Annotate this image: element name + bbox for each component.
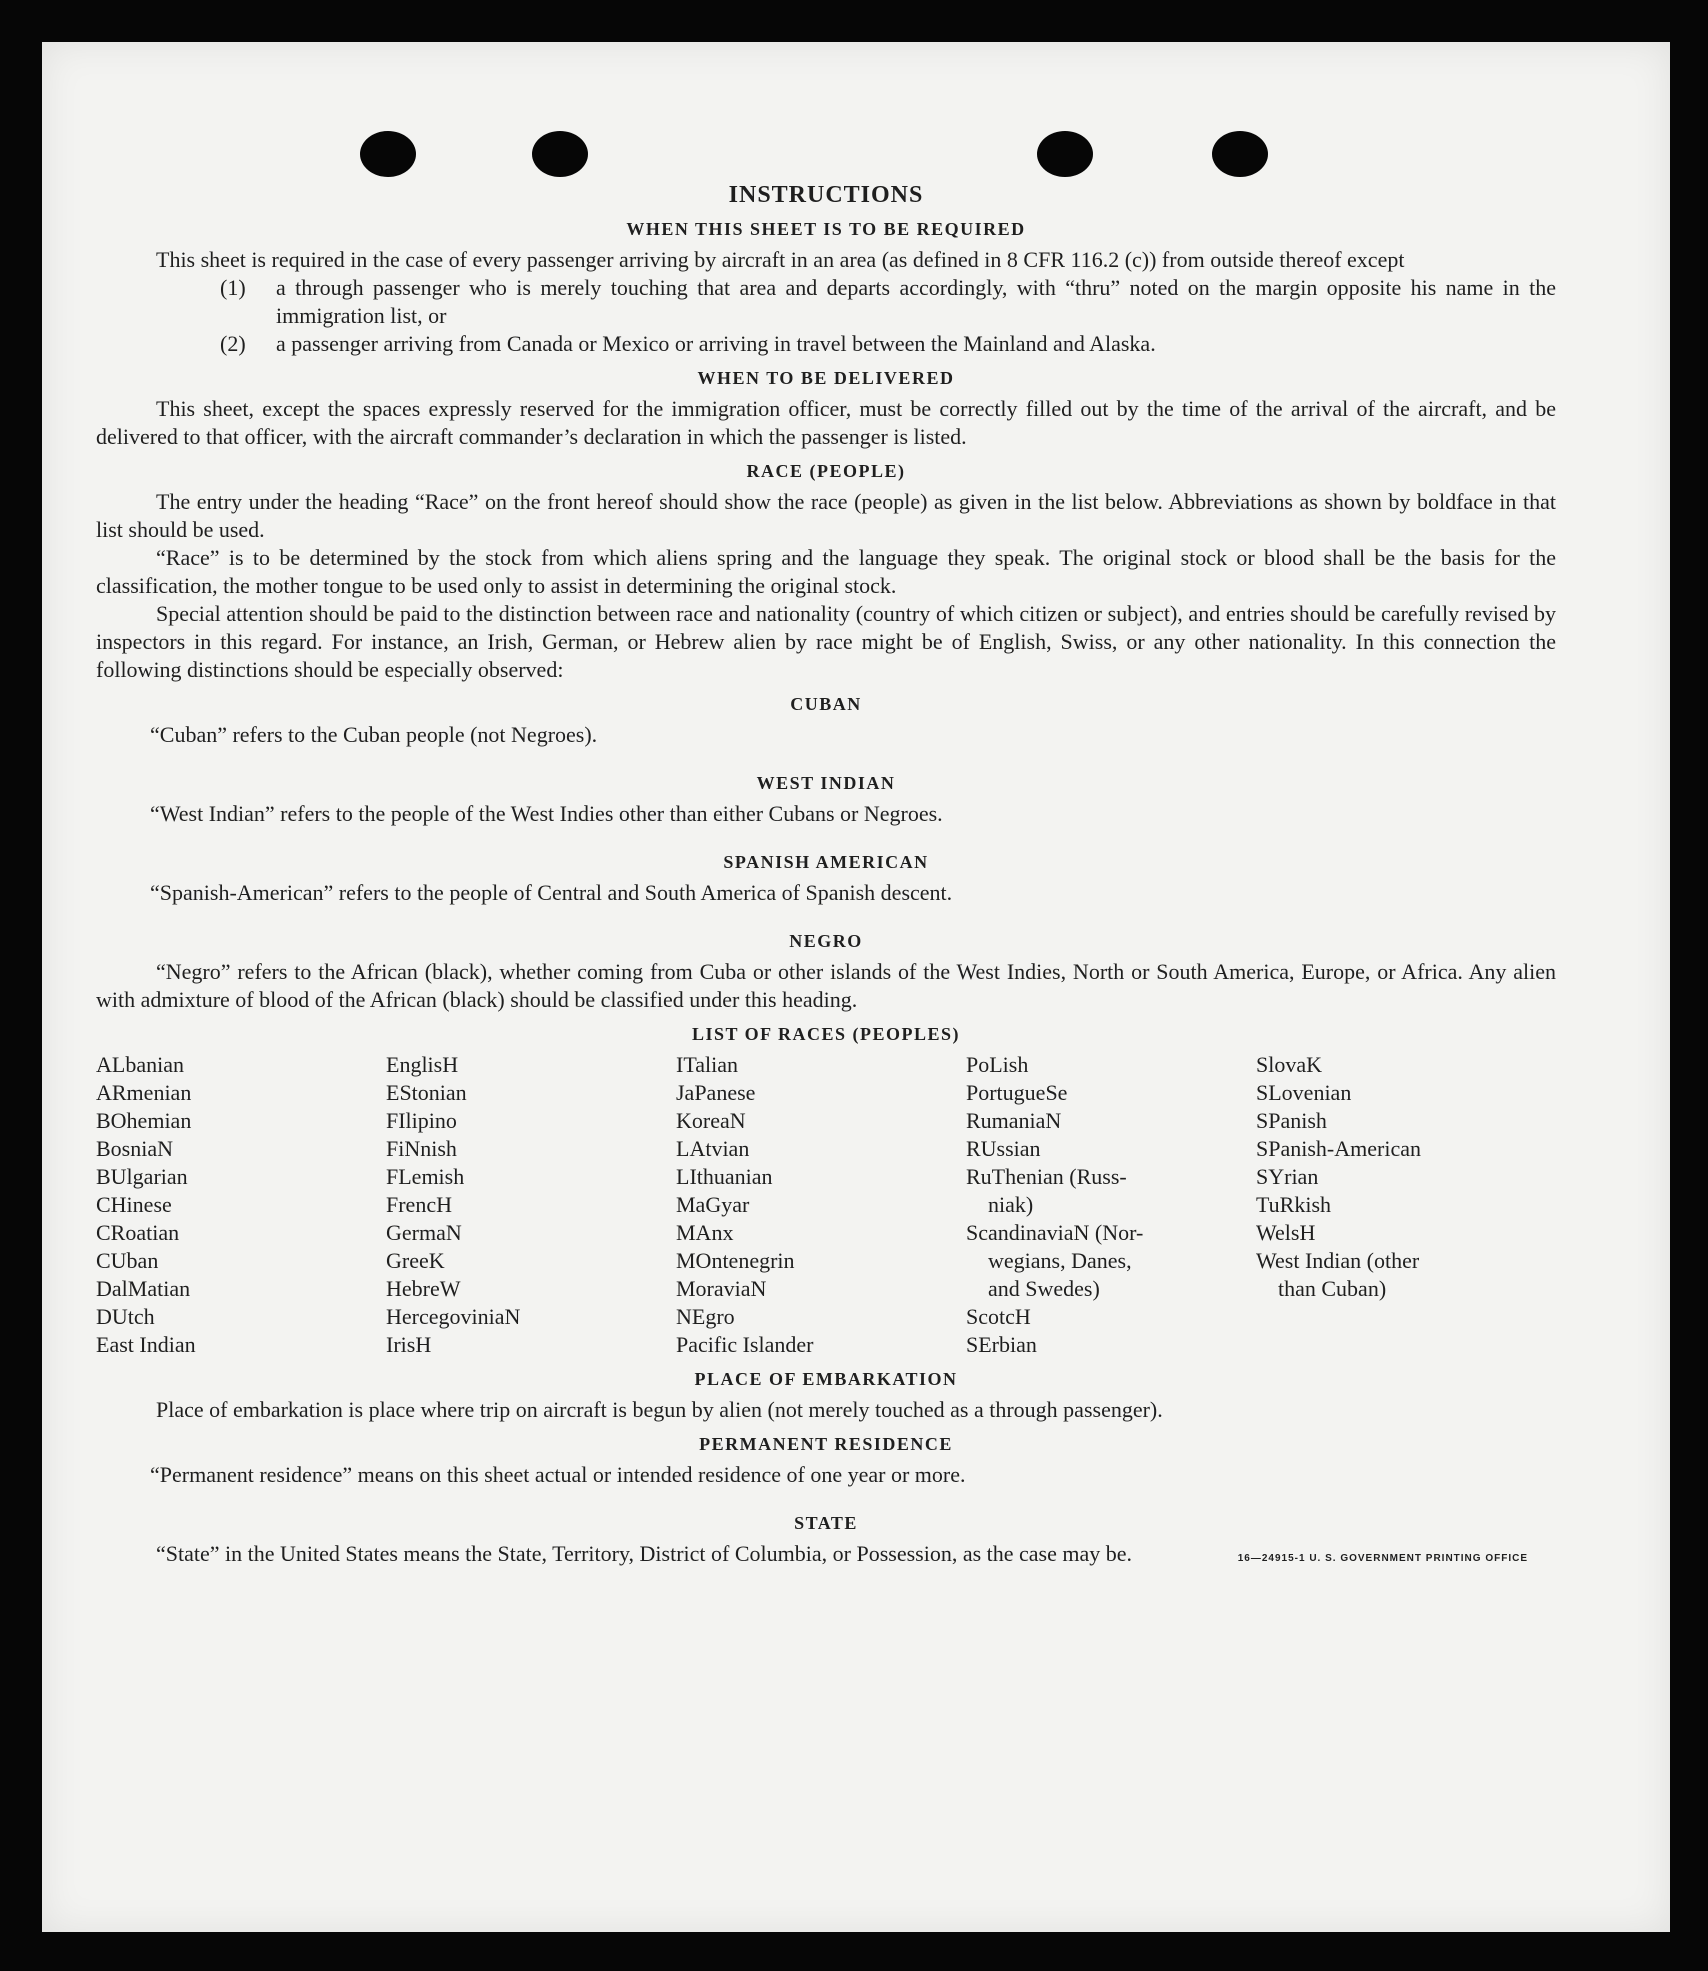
item-text: a passenger arriving from Canada or Mexico or arriving in travel between the Mainland and Alaska.: [276, 331, 1156, 356]
race-entry: FIlipino: [386, 1108, 457, 1133]
race-entry: DalMatian: [96, 1276, 191, 1301]
race-entry: MOntenegrin: [676, 1248, 795, 1273]
race-paragraph-2: “Race” is to be determined by the stock from which aliens spring and the language they speak. The original stock or blood shall be the basis for the classification, the mother tongue to be used only to assist in determining the original stock.: [96, 545, 1556, 598]
race-entry: FrencH: [386, 1192, 452, 1217]
race-entry: TuRkish: [1256, 1192, 1332, 1217]
heading-when-required: WHEN THIS SHEET IS TO BE REQUIRED: [626, 219, 1026, 239]
item-number: (2): [220, 331, 246, 356]
races-column: [1256, 1051, 1546, 1359]
races-column: [96, 1051, 386, 1359]
race-entry: WelsH: [1256, 1220, 1316, 1245]
race-entry: RuThenian (Russ-: [966, 1164, 1127, 1189]
race-paragraph-3: Special attention should be paid to the distinction between race and nationality (country of which citizen or subject), and entries should be carefully revised by inspectors in this regard. For instance, an Irish, German, or Hebrew alien by race might be of English, Swiss, or any other nationality. In this connection the following distinctions should be especially observed:: [96, 601, 1556, 682]
race-entry-continued: niak): [988, 1192, 1034, 1217]
race-entry: HebreW: [386, 1276, 461, 1301]
race-entry: MAnx: [676, 1220, 734, 1245]
race-entry: BUlgarian: [96, 1164, 188, 1189]
races-list: [96, 1051, 1556, 1359]
punch-hole: [1037, 131, 1093, 177]
race-entry: ITalian: [676, 1052, 738, 1077]
when-delivered-text: This sheet, except the spaces expressly reserved for the immigration officer, must be correctly filled out by the time of the arrival of the aircraft, and be delivered to that officer, with the aircraft commander’s declaration in which the passenger is listed.: [96, 396, 1556, 449]
race-entry: JaPanese: [676, 1080, 756, 1105]
race-entry: East Indian: [96, 1332, 196, 1357]
cuban-text: “Cuban” refers to the Cuban people (not Negroes).: [150, 722, 598, 747]
race-entry: FiNnish: [386, 1136, 457, 1161]
race-entry-continued: than Cuban): [1278, 1276, 1387, 1301]
race-entry: SYrian: [1256, 1164, 1319, 1189]
permanent-residence-text: “Permanent residence” means on this sheet actual or intended residence of one year or more.: [150, 1462, 966, 1487]
race-entry: KoreaN: [676, 1108, 746, 1133]
races-column: [966, 1051, 1256, 1359]
race-entry: MoraviaN: [676, 1276, 767, 1301]
race-entry: SLovenian: [1256, 1080, 1352, 1105]
embarkation-text: Place of embarkation is place where trip on aircraft is begun by alien (not merely touched as a through passenger).: [156, 1397, 1163, 1422]
heading-cuban: CUBAN: [790, 694, 862, 714]
race-entry: PortugueSe: [966, 1080, 1068, 1105]
race-entry: ScotcH: [966, 1304, 1031, 1329]
race-entry: LIthuanian: [676, 1164, 773, 1189]
state-text: “State” in the United States means the State, Territory, District of Columbia, or Possession, as the case may be.: [156, 1541, 1133, 1566]
race-entry: BOhemian: [96, 1108, 192, 1133]
instructions-content: [96, 182, 1556, 1568]
heading-embarkation: PLACE OF EMBARKATION: [694, 1369, 958, 1389]
race-entry: CUban: [96, 1248, 159, 1273]
race-entry: SlovaK: [1256, 1052, 1322, 1077]
races-column: [386, 1051, 676, 1359]
race-entry: SPanish-American: [1256, 1136, 1421, 1161]
west-indian-text: “West Indian” refers to the people of the West Indies other than either Cubans or Negroes.: [150, 801, 943, 826]
heading-list-of-races: LIST OF RACES (PEOPLES): [691, 1024, 961, 1044]
race-entry: ALbanian: [96, 1052, 184, 1077]
race-entry: HercegoviniaN: [386, 1304, 521, 1329]
punch-hole: [360, 131, 416, 177]
race-entry: PoLish: [966, 1052, 1029, 1077]
race-entry: West Indian (other: [1256, 1248, 1420, 1273]
heading-race: RACE (PEOPLE): [746, 461, 906, 481]
race-entry: RumaniaN: [966, 1108, 1062, 1133]
race-entry: LAtvian: [676, 1136, 750, 1161]
race-entry: CRoatian: [96, 1220, 180, 1245]
when-required-intro: This sheet is required in the case of every passenger arriving by aircraft in an area (as defined in 8 CFR 116.2 (c)) from outside thereof except: [156, 247, 1405, 272]
race-entry: RUssian: [966, 1136, 1041, 1161]
heading-when-delivered: WHEN TO BE DELIVERED: [697, 368, 955, 388]
heading-negro: NEGRO: [789, 931, 863, 951]
race-entry: ScandinaviaN (Nor-: [966, 1220, 1144, 1245]
punch-hole: [1212, 131, 1268, 177]
heading-permanent-residence: PERMANENT RESIDENCE: [699, 1434, 953, 1454]
race-entry-continued: and Swedes): [988, 1276, 1100, 1301]
race-entry: MaGyar: [676, 1192, 750, 1217]
printing-office-code: 16—24915-1 U. S. GOVERNMENT PRINTING OFFICE: [1237, 1553, 1528, 1564]
race-entry: SErbian: [966, 1332, 1037, 1357]
page-title: INSTRUCTIONS: [728, 182, 924, 208]
item-text: a through passenger who is merely touching that area and departs accordingly, with “thru” noted on the margin opposite his name in the immigration list, or: [276, 275, 1556, 328]
item-number: (1): [220, 275, 246, 300]
races-column: [676, 1051, 966, 1359]
race-entry: DUtch: [96, 1304, 155, 1329]
state-block: [96, 1540, 1556, 1568]
punch-hole: [532, 131, 588, 177]
document-page: [42, 42, 1670, 1932]
race-entry: NEgro: [676, 1304, 735, 1329]
race-entry: EStonian: [386, 1080, 467, 1105]
race-entry: EnglisH: [386, 1052, 459, 1077]
race-entry-continued: wegians, Danes,: [988, 1248, 1132, 1273]
heading-state: STATE: [794, 1513, 858, 1533]
race-entry: CHinese: [96, 1192, 172, 1217]
race-entry: Pacific Islander: [676, 1332, 814, 1357]
exception-item: [220, 274, 1556, 330]
heading-spanish-american: SPANISH AMERICAN: [723, 852, 929, 872]
exception-item: [220, 330, 1556, 358]
race-entry: ARmenian: [96, 1080, 192, 1105]
race-entry: IrisH: [386, 1332, 432, 1357]
negro-text: “Negro” refers to the African (black), whether coming from Cuba or other islands of the West Indies, North or South America, Europe, or Africa. Any alien with admixture of blood of the African (black) should be classified under this heading.: [96, 959, 1556, 1012]
race-entry: FLemish: [386, 1164, 465, 1189]
race-entry: BosniaN: [96, 1136, 173, 1161]
heading-west-indian: WEST INDIAN: [756, 773, 896, 793]
race-entry: GreeK: [386, 1248, 445, 1273]
race-entry: GermaN: [386, 1220, 462, 1245]
spanish-american-text: “Spanish-American” refers to the people of Central and South America of Spanish descent.: [150, 880, 953, 905]
race-paragraph-1: The entry under the heading “Race” on the front hereof should show the race (people) as given in the list below. Abbreviations as shown by boldface in that list should be used.: [96, 489, 1556, 542]
race-entry: SPanish: [1256, 1108, 1327, 1133]
